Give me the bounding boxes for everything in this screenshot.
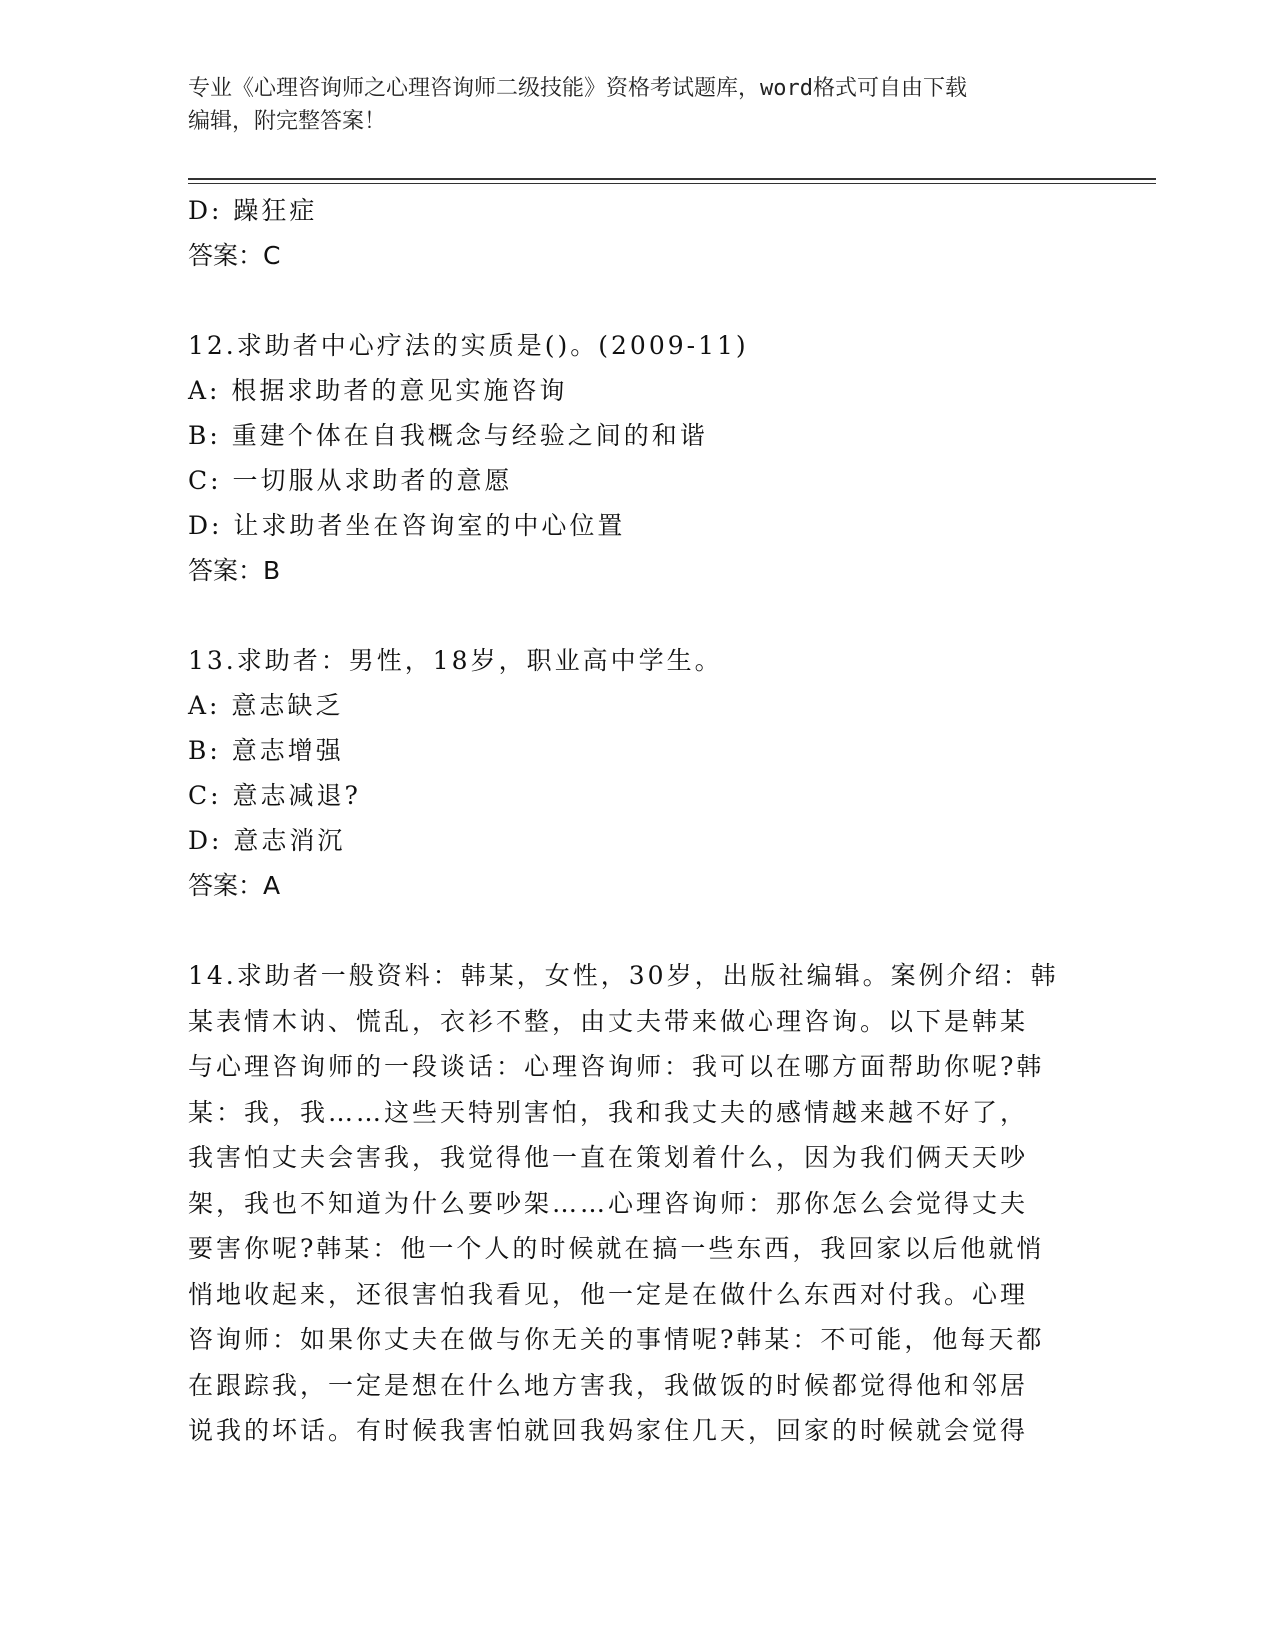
question-14 bbox=[188, 953, 1088, 1454]
option-d: D: 躁狂症 bbox=[188, 196, 318, 225]
question-14-line: 架，我也不知道为什么要吵架……心理咨询师：那你怎么会觉得丈夫 bbox=[188, 1188, 1029, 1218]
option-d: D: 让求助者坐在咨询室的中心位置 bbox=[188, 511, 626, 540]
answer: 答案：C bbox=[188, 241, 281, 270]
question-14-line: 说我的坏话。有时候我害怕就回我妈家住几天，回家的时候就会觉得 bbox=[188, 1416, 1029, 1445]
option-d: D: 意志消沉 bbox=[188, 826, 346, 855]
question-14-line: 我害怕丈夫会害我，我觉得他一直在策划着什么，因为我们俩天天吵 bbox=[188, 1143, 1029, 1172]
header-divider-thick bbox=[188, 178, 1156, 180]
question-13 bbox=[188, 638, 1088, 908]
spacer bbox=[188, 593, 1088, 638]
header-divider-thin bbox=[188, 183, 1156, 184]
option-b: B: 重建个体在自我概念与经验之间的和谐 bbox=[188, 421, 708, 450]
document-body bbox=[188, 188, 1088, 1454]
spacer bbox=[188, 908, 1088, 953]
option-c: C: 意志减退? bbox=[188, 781, 361, 810]
header-line-1: 专业《心理咨询师之心理咨询师二级技能》资格考试题库，word格式可自由下载 bbox=[188, 76, 967, 101]
option-b: B: 意志增强 bbox=[188, 736, 344, 765]
question-14-line: 咨询师：如果你丈夫在做与你无关的事情呢?韩某：不可能，他每天都 bbox=[188, 1325, 1045, 1354]
question-14-line: 某：我，我……这些天特别害怕，我和我丈夫的感情越来越不好了， bbox=[188, 1097, 1029, 1127]
option-a: A: 意志缺乏 bbox=[188, 691, 344, 720]
question-14-line: 在跟踪我，一定是想在什么地方害我，我做饭的时候都觉得他和邻居 bbox=[188, 1370, 1029, 1400]
question-14-line: 与心理咨询师的一段谈话：心理咨询师：我可以在哪方面帮助你呢?韩 bbox=[188, 1052, 1045, 1081]
question-11-tail bbox=[188, 188, 1088, 278]
question-14-line: 悄地收起来，还很害怕我看见，他一定是在做什么东西对付我。心理 bbox=[188, 1279, 1029, 1309]
answer: 答案：A bbox=[188, 871, 281, 900]
question-14-line: 14.求助者一般资料：韩某，女性，30岁，出版社编辑。案例介绍：韩 bbox=[188, 961, 1059, 990]
question-stem: 12.求助者中心疗法的实质是()。(2009-11) bbox=[188, 331, 749, 360]
question-14-line: 要害你呢?韩某：他一个人的时候就在搞一些东西，我回家以后他就悄 bbox=[188, 1234, 1045, 1263]
answer: 答案：B bbox=[188, 556, 281, 585]
spacer bbox=[188, 278, 1088, 323]
question-14-line: 某表情木讷、慌乱，衣衫不整，由丈夫带来做心理咨询。以下是韩某 bbox=[188, 1006, 1029, 1036]
option-c: C: 一切服从求助者的意愿 bbox=[188, 466, 513, 495]
header-line-2: 编辑，附完整答案！ bbox=[188, 109, 387, 134]
option-a: A: 根据求助者的意见实施咨询 bbox=[188, 376, 568, 405]
page-header bbox=[188, 72, 1088, 138]
question-12 bbox=[188, 323, 1088, 593]
question-stem: 13.求助者：男性，18岁，职业高中学生。 bbox=[188, 646, 723, 675]
